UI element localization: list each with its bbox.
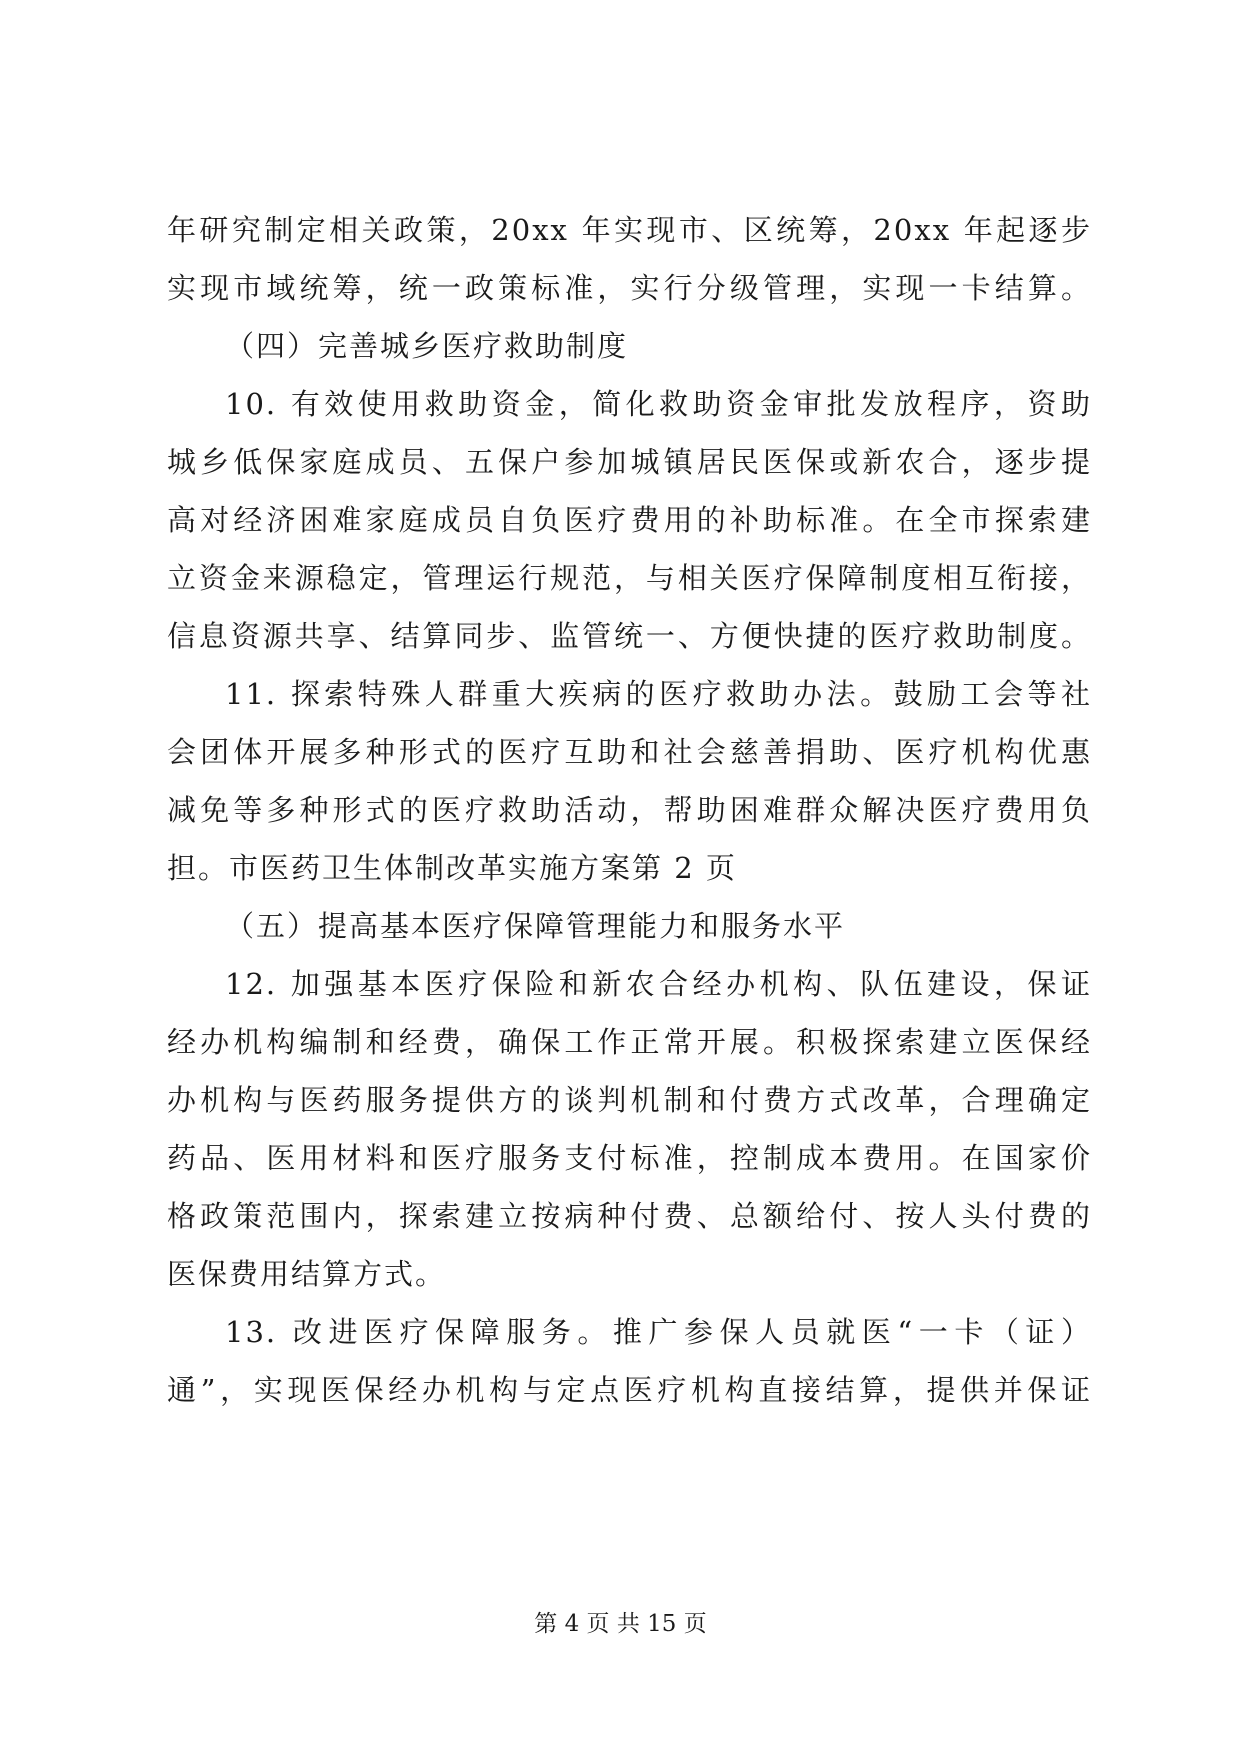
text-line: 办机构与医药服务提供方的谈判机制和付费方式改革，合理确定 — [167, 1083, 1092, 1117]
paragraph-start: 10. 有效使用救助资金，简化救助资金审批发放程序，资助 — [225, 387, 1092, 421]
section-heading: （四）完善城乡医疗救助制度 — [225, 329, 629, 363]
text-line: 通”，实现医保经办机构与定点医疗机构直接结算，提供并保证 — [167, 1373, 1092, 1407]
text-line: 城乡低保家庭成员、五保户参加城镇居民医保或新农合，逐步提 — [167, 445, 1092, 479]
paragraph-start: 11. 探索特殊人群重大疾病的医疗救助办法。鼓励工会等社 — [225, 677, 1092, 711]
text-line: 医保费用结算方式。 — [167, 1257, 447, 1291]
paragraph-start: 12. 加强基本医疗保险和新农合经办机构、队伍建设，保证 — [225, 967, 1092, 1001]
paragraph-start: 13. 改进医疗保障服务。推广参保人员就医“一卡（证） — [225, 1315, 1092, 1349]
text-line: 减免等多种形式的医疗救助活动，帮助困难群众解决医疗费用负 — [167, 793, 1092, 827]
section-heading: （五）提高基本医疗保障管理能力和服务水平 — [225, 909, 846, 943]
text-line: 年研究制定相关政策，20xx 年实现市、区统筹，20xx 年起逐步 — [167, 213, 1092, 247]
text-line: 信息资源共享、结算同步、监管统一、方便快捷的医疗救助制度。 — [167, 619, 1092, 653]
text-line: 高对经济困难家庭成员自负医疗费用的补助标准。在全市探索建 — [167, 503, 1092, 537]
text-line: 经办机构编制和经费，确保工作正常开展。积极探索建立医保经 — [167, 1025, 1092, 1059]
text-line: 立资金来源稳定，管理运行规范，与相关医疗保障制度相互衔接， — [167, 561, 1092, 595]
text-line: 实现市域统筹，统一政策标准，实行分级管理，实现一卡结算。 — [167, 271, 1092, 305]
page-footer: 第 4 页 共 15 页 — [534, 1611, 707, 1637]
text-line: 药品、医用材料和医疗服务支付标准，控制成本费用。在国家价 — [167, 1141, 1092, 1175]
text-line: 格政策范围内，探索建立按病种付费、总额给付、按人头付费的 — [167, 1199, 1092, 1233]
text-line: 担。市医药卫生体制改革实施方案第 2 页 — [167, 851, 737, 885]
text-line: 会团体开展多种形式的医疗互助和社会慈善捐助、医疗机构优惠 — [167, 735, 1092, 769]
